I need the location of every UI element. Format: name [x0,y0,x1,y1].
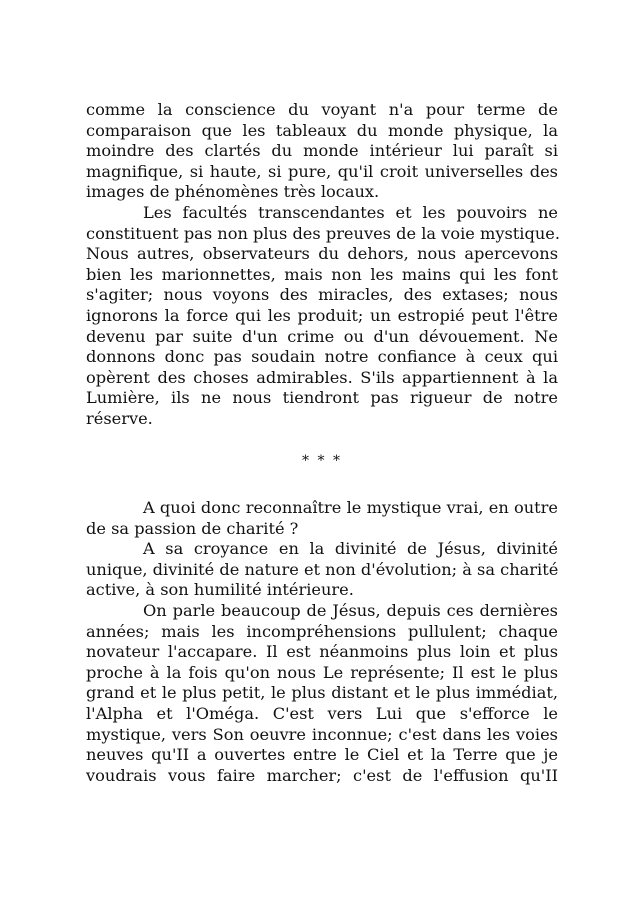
text-line: Les facultés transcendantes et les pouvoirs ne [143,202,558,222]
text-line: mystique, vers Son oeuvre inconnue; c'est dans les voies [86,724,558,744]
paragraph [86,539,558,601]
text-line: moindre des clartés du monde intérieur lui paraît si [86,141,558,161]
text-line: l'Alpha et l'Oméga. C'est vers Lui que s'efforce le [86,704,558,724]
paragraph [86,100,558,203]
text-line: voudrais vous faire marcher; c'est de l'effusion qu'II [86,765,558,785]
text-line: unique, divinité de nature et non d'évolution; à sa charité [86,559,559,579]
text-line: proche à la fois qu'on nous Le représente; Il est le plus [86,662,558,682]
text-line: Lumière, ils ne nous tiendront pas rigueur de notre [86,388,558,408]
text-line: s'agiter; nous voyons des miracles, des extases; nous [86,285,558,305]
text-line: de sa passion de charité ? [86,518,299,538]
text-line: A sa croyance en la divinité de Jésus, divinité [143,539,558,559]
section-separator: * * * [302,452,342,469]
text-line: novateur l'accapare. Il est néanmoins plus loin et plus [86,642,558,662]
text-line: comparaison que les tableaux du monde physique, la [86,120,558,140]
text-line: neuves qu'II a ouvertes entre le Ciel et la Terre que je [86,745,558,765]
text-line: devenu par suite d'un crime ou d'un dévouement. Ne [86,326,558,346]
text-block-after-separator [86,498,558,786]
document-page [86,100,558,786]
text-line: Nous autres, observateurs du dehors, nous apercevons [86,244,558,264]
paragraph [86,601,558,786]
text-line: magnifique, si haute, si pure, qu'il croit universelles des [86,161,558,181]
text-line: active, à son humilité intérieure. [86,580,354,600]
text-line: donnons donc pas soudain notre confiance à ceux qui [86,347,558,367]
text-line: années; mais les incompréhensions pullulent; chaque [86,621,558,641]
text-line: A quoi donc reconnaître le mystique vrai, en outre [143,498,558,518]
paragraph [86,498,558,539]
text-block-before-separator [86,100,558,430]
text-line: On parle beaucoup de Jésus, depuis ces dernières [143,601,558,621]
text-line: opèrent des choses admirables. S'ils appartiennent à la [86,367,558,387]
text-line: comme la conscience du voyant n'a pour terme de [86,100,558,119]
text-line: réserve. [86,408,153,428]
text-line: images de phénomènes très locaux. [86,182,380,202]
paragraph [86,203,558,430]
text-line: grand et le plus petit, le plus distant et le plus immédiat, [86,683,558,703]
text-line: ignorons la force qui les produit; un estropié peut l'être [86,305,558,325]
text-line: constituent pas non plus des preuves de la voie mystique. [86,223,560,243]
text-line: bien les marionnettes, mais non les mains qui les font [86,264,558,284]
